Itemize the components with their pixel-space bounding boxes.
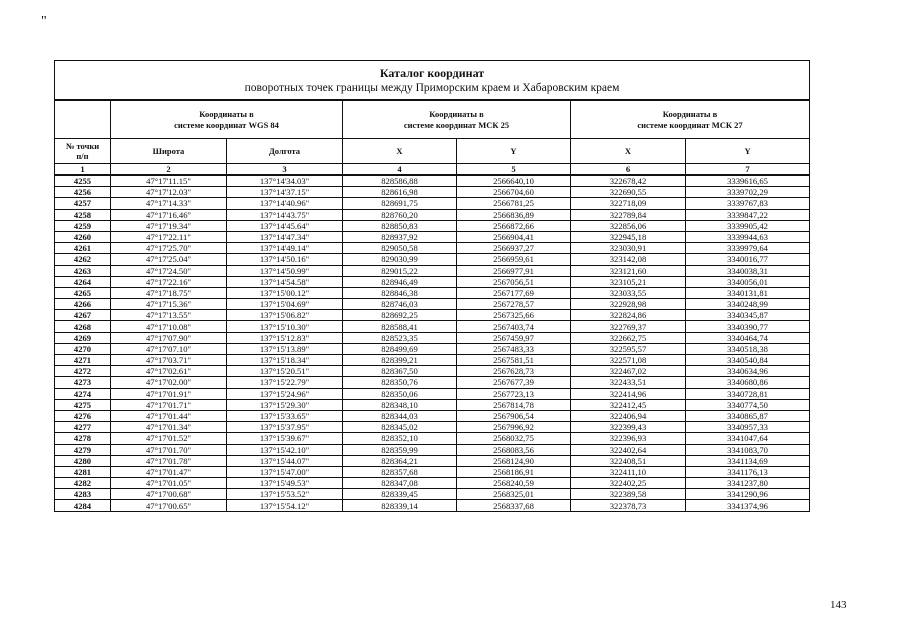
msk25-x-cell: 828350,06 <box>343 388 457 399</box>
latitude-cell: 47°17'01.05" <box>111 478 227 489</box>
table-row <box>55 310 810 321</box>
msk27-x-cell: 322406,94 <box>571 410 686 421</box>
latitude-cell: 47°17'12.03" <box>111 187 227 198</box>
table-body <box>55 175 810 511</box>
msk25-x-cell: 828352,10 <box>343 433 457 444</box>
column-header-msk27-y: Y <box>686 139 810 164</box>
table-row <box>55 422 810 433</box>
corner-mark: " <box>41 14 47 29</box>
msk25-y-cell: 2568240,59 <box>457 478 571 489</box>
msk27-y-cell: 3339979,64 <box>686 243 810 254</box>
latitude-cell: 47°17'25.04" <box>111 254 227 265</box>
msk25-y-cell: 2566959,61 <box>457 254 571 265</box>
table-row <box>55 254 810 265</box>
point-number: 4269 <box>55 332 111 343</box>
longitude-cell: 137°14'54.58" <box>227 276 343 287</box>
msk27-y-cell: 3340390,77 <box>686 321 810 332</box>
msk25-y-cell: 2567723,13 <box>457 388 571 399</box>
msk27-x-cell: 322789,84 <box>571 209 686 220</box>
latitude-cell: 47°17'24.50" <box>111 265 227 276</box>
latitude-cell: 47°17'10.08" <box>111 321 227 332</box>
table-row <box>55 355 810 366</box>
msk27-y-cell: 3339944,63 <box>686 231 810 242</box>
longitude-cell: 137°14'50.99" <box>227 265 343 276</box>
longitude-cell: 137°14'45.64" <box>227 220 343 231</box>
point-number: 4260 <box>55 231 111 242</box>
msk25-x-cell: 828339,45 <box>343 489 457 500</box>
msk25-x-cell: 828345,02 <box>343 422 457 433</box>
msk27-x-cell: 322571,08 <box>571 355 686 366</box>
msk27-y-cell: 3340680,86 <box>686 377 810 388</box>
msk25-x-cell: 828357,68 <box>343 466 457 477</box>
point-number: 4266 <box>55 299 111 310</box>
msk27-y-cell: 3340464,74 <box>686 332 810 343</box>
msk25-x-cell: 828937,92 <box>343 231 457 242</box>
msk27-x-cell: 323033,55 <box>571 287 686 298</box>
longitude-cell: 137°14'50.16" <box>227 254 343 265</box>
point-number: 4280 <box>55 455 111 466</box>
longitude-cell: 137°15'29.30" <box>227 399 343 410</box>
msk25-x-cell: 828339,14 <box>343 500 457 511</box>
msk25-x-cell: 828616,98 <box>343 187 457 198</box>
msk27-y-cell: 3341176,13 <box>686 466 810 477</box>
msk27-x-cell: 322467,02 <box>571 366 686 377</box>
longitude-cell: 137°14'37.15" <box>227 187 343 198</box>
msk25-y-cell: 2567581,51 <box>457 355 571 366</box>
msk27-x-cell: 322414,96 <box>571 388 686 399</box>
msk27-x-cell: 323030,91 <box>571 243 686 254</box>
point-number: 4284 <box>55 500 111 511</box>
table-row <box>55 433 810 444</box>
point-number-header: № точки п/п <box>55 139 111 164</box>
msk25-y-cell: 2568083,56 <box>457 444 571 455</box>
latitude-cell: 47°17'18.75" <box>111 287 227 298</box>
msk27-x-cell: 322408,51 <box>571 455 686 466</box>
msk25-y-cell: 2568186,91 <box>457 466 571 477</box>
latitude-cell: 47°17'07.90" <box>111 332 227 343</box>
column-number: 4 <box>343 164 457 176</box>
msk27-x-cell: 322411,10 <box>571 466 686 477</box>
msk25-y-cell: 2566781,25 <box>457 198 571 209</box>
coordinate-catalog <box>54 60 809 512</box>
table-row <box>55 388 810 399</box>
table-title-block <box>55 61 810 101</box>
column-header-msk25-y: Y <box>457 139 571 164</box>
longitude-cell: 137°15'13.89" <box>227 343 343 354</box>
point-number: 4272 <box>55 366 111 377</box>
point-number: 4265 <box>55 287 111 298</box>
msk25-y-cell: 2566937,27 <box>457 243 571 254</box>
msk27-x-cell: 323142,08 <box>571 254 686 265</box>
page-number: 143 <box>830 599 847 611</box>
point-number: 4261 <box>55 243 111 254</box>
msk25-y-cell: 2566640,10 <box>457 175 571 187</box>
table-row <box>55 377 810 388</box>
msk25-x-cell: 828359,99 <box>343 444 457 455</box>
longitude-cell: 137°15'53.52" <box>227 489 343 500</box>
column-number: 7 <box>686 164 810 176</box>
msk25-x-cell: 828691,75 <box>343 198 457 209</box>
msk27-x-cell: 322678,42 <box>571 175 686 187</box>
table-row <box>55 220 810 231</box>
msk27-y-cell: 3341290,96 <box>686 489 810 500</box>
msk27-y-cell: 3341134,69 <box>686 455 810 466</box>
point-number: 4256 <box>55 187 111 198</box>
longitude-cell: 137°15'06.82" <box>227 310 343 321</box>
msk27-y-cell: 3340774,50 <box>686 399 810 410</box>
msk27-x-cell: 323105,21 <box>571 276 686 287</box>
point-number: 4255 <box>55 175 111 187</box>
table-row <box>55 444 810 455</box>
latitude-cell: 47°17'03.71" <box>111 355 227 366</box>
table-row <box>55 500 810 511</box>
table-row <box>55 321 810 332</box>
msk27-x-cell: 322399,43 <box>571 422 686 433</box>
msk25-x-cell: 828344,03 <box>343 410 457 421</box>
longitude-cell: 137°15'54.12" <box>227 500 343 511</box>
latitude-cell: 47°17'22.11" <box>111 231 227 242</box>
msk25-y-cell: 2567906,54 <box>457 410 571 421</box>
msk27-x-cell: 322769,37 <box>571 321 686 332</box>
longitude-cell: 137°14'40.96" <box>227 198 343 209</box>
msk27-x-cell: 322928,98 <box>571 299 686 310</box>
point-number: 4279 <box>55 444 111 455</box>
msk25-x-cell: 828350,76 <box>343 377 457 388</box>
msk25-x-cell: 828846,38 <box>343 287 457 298</box>
msk25-y-cell: 2566836,89 <box>457 209 571 220</box>
msk27-y-cell: 3340540,84 <box>686 355 810 366</box>
msk25-x-cell: 828367,50 <box>343 366 457 377</box>
latitude-cell: 47°17'01.91" <box>111 388 227 399</box>
msk27-y-cell: 3339847,22 <box>686 209 810 220</box>
msk27-y-cell: 3341083,70 <box>686 444 810 455</box>
msk27-y-cell: 3339616,65 <box>686 175 810 187</box>
point-number: 4283 <box>55 489 111 500</box>
msk25-x-cell: 828348,10 <box>343 399 457 410</box>
longitude-cell: 137°15'04.69" <box>227 299 343 310</box>
msk25-x-cell: 828588,41 <box>343 321 457 332</box>
msk27-y-cell: 3341237,80 <box>686 478 810 489</box>
latitude-cell: 47°17'01.71" <box>111 399 227 410</box>
system-header-msk27: Координаты в системе координат МСК 27 <box>571 100 810 139</box>
point-number: 4277 <box>55 422 111 433</box>
column-number: 6 <box>571 164 686 176</box>
msk27-x-cell: 322378,73 <box>571 500 686 511</box>
msk25-y-cell: 2568124,90 <box>457 455 571 466</box>
column-number: 3 <box>227 164 343 176</box>
table-subtitle: поворотных точек границы между Приморским краем и Хабаровским краем <box>244 81 620 94</box>
point-number: 4262 <box>55 254 111 265</box>
table-row <box>55 187 810 198</box>
msk25-x-cell: 828850,83 <box>343 220 457 231</box>
msk27-x-cell: 322718,09 <box>571 198 686 209</box>
latitude-cell: 47°17'01.47" <box>111 466 227 477</box>
msk27-x-cell: 322433,51 <box>571 377 686 388</box>
table-row <box>55 478 810 489</box>
longitude-cell: 137°15'00.12" <box>227 287 343 298</box>
msk25-x-cell: 828946,49 <box>343 276 457 287</box>
msk27-x-cell: 322402,64 <box>571 444 686 455</box>
latitude-cell: 47°17'01.70" <box>111 444 227 455</box>
latitude-cell: 47°17'01.78" <box>111 455 227 466</box>
latitude-cell: 47°17'00.65" <box>111 500 227 511</box>
column-number-row <box>55 164 810 176</box>
longitude-cell: 137°14'47.34" <box>227 231 343 242</box>
column-header-msk25-x: X <box>343 139 457 164</box>
table-row <box>55 343 810 354</box>
column-header-longitude: Долгота <box>227 139 343 164</box>
table-row <box>55 265 810 276</box>
column-header-msk27-x: X <box>571 139 686 164</box>
column-number: 5 <box>457 164 571 176</box>
longitude-cell: 137°14'34.03" <box>227 175 343 187</box>
system-header-msk25: Координаты в системе координат МСК 25 <box>343 100 571 139</box>
table-row <box>55 455 810 466</box>
column-number: 2 <box>111 164 227 176</box>
latitude-cell: 47°17'19.34" <box>111 220 227 231</box>
longitude-cell: 137°15'44.07" <box>227 455 343 466</box>
msk25-x-cell: 829015,22 <box>343 265 457 276</box>
msk27-x-cell: 322690,55 <box>571 187 686 198</box>
point-number: 4264 <box>55 276 111 287</box>
msk27-x-cell: 322945,18 <box>571 231 686 242</box>
table-row <box>55 466 810 477</box>
latitude-cell: 47°17'01.44" <box>111 410 227 421</box>
msk27-x-cell: 322412,45 <box>571 399 686 410</box>
msk27-y-cell: 3340865,87 <box>686 410 810 421</box>
msk27-y-cell: 3341374,96 <box>686 500 810 511</box>
msk25-x-cell: 828760,20 <box>343 209 457 220</box>
msk27-x-cell: 323121,60 <box>571 265 686 276</box>
longitude-cell: 137°15'20.51" <box>227 366 343 377</box>
msk25-y-cell: 2566872,66 <box>457 220 571 231</box>
longitude-cell: 137°14'43.75" <box>227 209 343 220</box>
point-number: 4273 <box>55 377 111 388</box>
latitude-cell: 47°17'02.61" <box>111 366 227 377</box>
corner-blank <box>55 100 111 139</box>
point-number: 4267 <box>55 310 111 321</box>
msk25-y-cell: 2567177,69 <box>457 287 571 298</box>
longitude-cell: 137°15'33.65" <box>227 410 343 421</box>
msk25-y-cell: 2567056,51 <box>457 276 571 287</box>
table-row <box>55 489 810 500</box>
msk27-y-cell: 3340728,81 <box>686 388 810 399</box>
latitude-cell: 47°17'11.15" <box>111 175 227 187</box>
msk25-y-cell: 2566904,41 <box>457 231 571 242</box>
msk27-y-cell: 3340634,96 <box>686 366 810 377</box>
longitude-cell: 137°15'22.79" <box>227 377 343 388</box>
table-row <box>55 287 810 298</box>
table-row <box>55 243 810 254</box>
msk25-y-cell: 2567459,97 <box>457 332 571 343</box>
table-row <box>55 399 810 410</box>
latitude-cell: 47°17'14.33" <box>111 198 227 209</box>
msk27-x-cell: 322662,75 <box>571 332 686 343</box>
msk27-y-cell: 3339905,42 <box>686 220 810 231</box>
msk27-x-cell: 322396,93 <box>571 433 686 444</box>
point-number: 4278 <box>55 433 111 444</box>
longitude-cell: 137°15'49.53" <box>227 478 343 489</box>
table-row <box>55 175 810 187</box>
msk27-y-cell: 3340016,77 <box>686 254 810 265</box>
msk27-y-cell: 3339767,83 <box>686 198 810 209</box>
msk25-y-cell: 2567483,33 <box>457 343 571 354</box>
table-row <box>55 198 810 209</box>
table-row <box>55 209 810 220</box>
msk27-y-cell: 3340518,38 <box>686 343 810 354</box>
latitude-cell: 47°17'01.52" <box>111 433 227 444</box>
msk25-x-cell: 828746,03 <box>343 299 457 310</box>
msk25-x-cell: 829050,58 <box>343 243 457 254</box>
column-number: 1 <box>55 164 111 176</box>
table-row <box>55 366 810 377</box>
latitude-cell: 47°17'16.46" <box>111 209 227 220</box>
msk27-x-cell: 322824,86 <box>571 310 686 321</box>
msk27-x-cell: 322595,57 <box>571 343 686 354</box>
longitude-cell: 137°14'49.14" <box>227 243 343 254</box>
msk25-y-cell: 2566977,91 <box>457 265 571 276</box>
msk25-y-cell: 2567814,78 <box>457 399 571 410</box>
longitude-cell: 137°15'42.10" <box>227 444 343 455</box>
point-number: 4282 <box>55 478 111 489</box>
msk27-y-cell: 3340056,01 <box>686 276 810 287</box>
longitude-cell: 137°15'18.34" <box>227 355 343 366</box>
latitude-cell: 47°17'22.16" <box>111 276 227 287</box>
latitude-cell: 47°17'15.36" <box>111 299 227 310</box>
msk25-x-cell: 828692,25 <box>343 310 457 321</box>
latitude-cell: 47°17'07.10" <box>111 343 227 354</box>
coordinate-table <box>54 60 810 512</box>
point-number: 4257 <box>55 198 111 209</box>
longitude-cell: 137°15'37.95" <box>227 422 343 433</box>
msk25-y-cell: 2567325,66 <box>457 310 571 321</box>
msk27-y-cell: 3340038,31 <box>686 265 810 276</box>
msk27-x-cell: 322402,25 <box>571 478 686 489</box>
msk25-x-cell: 828364,21 <box>343 455 457 466</box>
system-header-wgs84: Координаты в системе координат WGS 84 <box>111 100 343 139</box>
point-number: 4268 <box>55 321 111 332</box>
msk27-y-cell: 3340248,99 <box>686 299 810 310</box>
latitude-cell: 47°17'01.34" <box>111 422 227 433</box>
longitude-cell: 137°15'12.83" <box>227 332 343 343</box>
msk27-y-cell: 3340345,87 <box>686 310 810 321</box>
longitude-cell: 137°15'39.67" <box>227 433 343 444</box>
table-row <box>55 332 810 343</box>
latitude-cell: 47°17'13.55" <box>111 310 227 321</box>
latitude-cell: 47°17'25.70" <box>111 243 227 254</box>
msk25-x-cell: 829030,99 <box>343 254 457 265</box>
msk25-y-cell: 2566704,60 <box>457 187 571 198</box>
msk25-x-cell: 828586,88 <box>343 175 457 187</box>
point-number: 4258 <box>55 209 111 220</box>
point-number: 4281 <box>55 466 111 477</box>
msk25-y-cell: 2567677,39 <box>457 377 571 388</box>
table-row <box>55 410 810 421</box>
longitude-cell: 137°15'24.96" <box>227 388 343 399</box>
point-number: 4275 <box>55 399 111 410</box>
msk27-y-cell: 3340131,81 <box>686 287 810 298</box>
msk27-y-cell: 3341047,64 <box>686 433 810 444</box>
longitude-cell: 137°15'10.30" <box>227 321 343 332</box>
msk25-y-cell: 2567403,74 <box>457 321 571 332</box>
point-number: 4263 <box>55 265 111 276</box>
table-row <box>55 276 810 287</box>
msk25-x-cell: 828499,69 <box>343 343 457 354</box>
msk25-y-cell: 2568325,01 <box>457 489 571 500</box>
msk27-x-cell: 322856,06 <box>571 220 686 231</box>
msk25-x-cell: 828523,35 <box>343 332 457 343</box>
column-header-latitude: Широта <box>111 139 227 164</box>
msk25-y-cell: 2567278,57 <box>457 299 571 310</box>
table-row <box>55 299 810 310</box>
msk27-x-cell: 322389,58 <box>571 489 686 500</box>
table-row <box>55 231 810 242</box>
msk27-y-cell: 3340957,33 <box>686 422 810 433</box>
msk25-x-cell: 828347,08 <box>343 478 457 489</box>
msk25-y-cell: 2567628,73 <box>457 366 571 377</box>
msk25-x-cell: 828399,21 <box>343 355 457 366</box>
msk25-y-cell: 2568337,68 <box>457 500 571 511</box>
point-number: 4259 <box>55 220 111 231</box>
longitude-cell: 137°15'47.00" <box>227 466 343 477</box>
msk27-y-cell: 3339702,29 <box>686 187 810 198</box>
msk25-y-cell: 2568032,75 <box>457 433 571 444</box>
point-number: 4274 <box>55 388 111 399</box>
point-number: 4271 <box>55 355 111 366</box>
point-number: 4270 <box>55 343 111 354</box>
table-title: Каталог координат <box>379 65 485 80</box>
msk25-y-cell: 2567996,92 <box>457 422 571 433</box>
latitude-cell: 47°17'00.68" <box>111 489 227 500</box>
point-number: 4276 <box>55 410 111 421</box>
latitude-cell: 47°17'02.00" <box>111 377 227 388</box>
